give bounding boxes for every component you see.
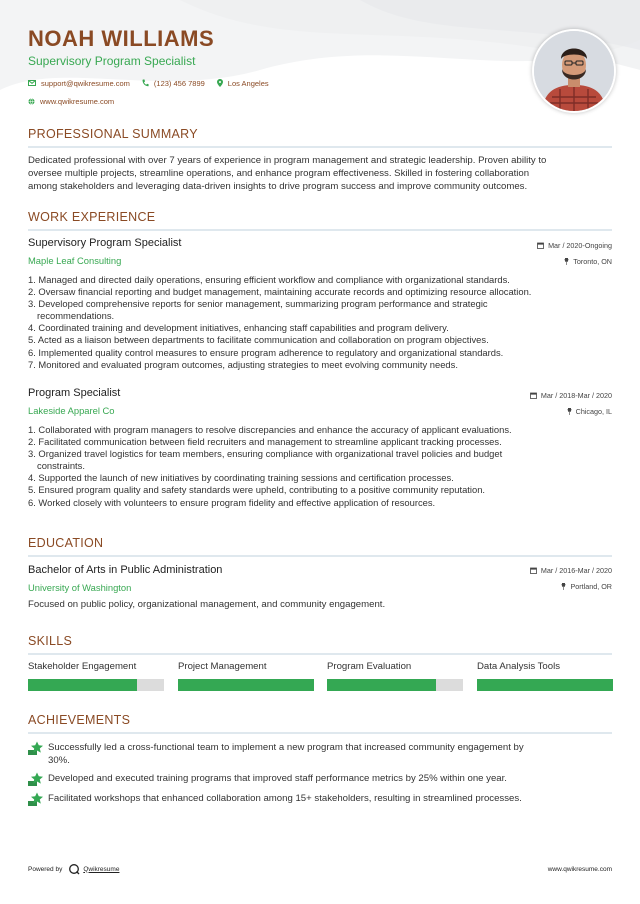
achievement-text: Facilitated workshops that enhanced collaboration among 15+ stakeholders, resulting in streamlined processes. [48, 793, 522, 804]
skill-bar-fill [28, 679, 137, 691]
email-item[interactable] [28, 79, 130, 88]
location-item [217, 79, 269, 88]
list-item: 4. Coordinated training and development initiatives, enhancing staff capabilities and program delivery. [28, 322, 449, 334]
list-item: 2. Facilitated communication between field recruiters and management to streamline applicant tracking processes. [28, 436, 502, 448]
job-responsibilities-list [28, 424, 612, 509]
skill-bar [178, 679, 314, 691]
contact-row [28, 78, 508, 88]
job-company: Maple Leaf Consulting [28, 255, 122, 266]
job-location [564, 257, 612, 266]
skills-section-title: SKILLS [28, 634, 73, 648]
star-badge-icon [28, 772, 44, 786]
achievement-text: Developed and executed training programs that improved staff performance metrics by 25% within one year. [48, 773, 507, 784]
summary-divider [28, 146, 612, 148]
education-location [561, 582, 612, 591]
list-item: 5. Ensured program quality and safety standards were upheld, contributing to a positive community reputation. [28, 484, 486, 496]
achievement-text [48, 741, 524, 767]
pin-icon [564, 258, 569, 265]
location-pin-icon [217, 79, 223, 87]
education-dates-text: Mar / 2016-Mar / 2020 [540, 566, 612, 575]
summary-line: oversee multiple projects, streamline operations, and enhance program effectiveness. Skilled in fostering collaboration [28, 168, 530, 179]
skills-divider [28, 653, 612, 655]
experience-divider [28, 229, 612, 231]
job-dates [537, 241, 612, 250]
job-location-text: Toronto, ON [573, 257, 612, 266]
summary-text [28, 154, 612, 193]
skill-label: Program Evaluation [327, 661, 412, 672]
list-item: 6. Worked closely with volunteers to ensure program fidelity and effective application of resources. [28, 496, 436, 508]
job-location [567, 407, 612, 416]
qwikresume-link[interactable]: Qwikresume [83, 865, 120, 873]
website-item[interactable] [28, 97, 114, 106]
achievements-divider [28, 732, 612, 734]
list-item: 1. Collaborated with program managers to resolve discrepancies and enhance the accuracy of applicant evaluations. [28, 424, 512, 435]
calendar-icon [537, 242, 544, 249]
candidate-name: NOAH WILLIAMS [28, 26, 215, 51]
powered-by-text: Powered by [28, 865, 63, 873]
website-text: www.qwikresume.com [40, 96, 115, 106]
pin-icon [567, 408, 572, 415]
education-divider [28, 555, 612, 557]
achievement-line: Successfully led a cross-functional team to implement a new program that increased community engagement by [48, 742, 524, 753]
education-dates [530, 566, 612, 575]
job-location-text: Chicago, IL [575, 407, 612, 416]
footer-powered-by [28, 863, 119, 875]
star-badge-icon [28, 792, 44, 806]
skill-bar-fill [477, 679, 613, 691]
skill-label: Project Management [178, 661, 267, 672]
location-text: Los Angeles [227, 78, 269, 88]
education-section-title: EDUCATION [28, 536, 104, 550]
profile-photo [532, 29, 616, 113]
candidate-role: Supervisory Program Specialist [28, 54, 196, 68]
pin-icon [561, 583, 566, 590]
mail-icon [28, 80, 36, 86]
school-name: University of Washington [28, 582, 132, 593]
list-item: 6. Implemented quality control measures to ensure program adherence to regulatory and organizational standards. [28, 346, 504, 358]
list-item: 1. Managed and directed daily operations, ensuring efficient workflow and compliance with organizational standards. [28, 274, 510, 285]
achievement-line: 30%. [48, 755, 70, 766]
job-title: Supervisory Program Specialist [28, 237, 182, 249]
job-responsibilities-list [28, 274, 612, 371]
list-item: 4. Supported the launch of new initiatives by coordinating training sessions and certification processes. [28, 472, 454, 484]
list-item: constraints. [37, 460, 85, 472]
achievements-section-title: ACHIEVEMENTS [28, 713, 131, 727]
calendar-icon [530, 567, 537, 574]
profile-photo-illustration [534, 31, 614, 111]
list-item: 7. Monitored and evaluated program outcomes, adjusting strategies to meet evolving community needs. [28, 358, 458, 370]
skill-bar-fill [327, 679, 436, 691]
phone-text: (123) 456 7899 [153, 78, 205, 88]
list-item: recommendations. [37, 310, 115, 322]
job-dates-text: Mar / 2020-Ongoing [548, 241, 612, 250]
website-row [28, 96, 508, 106]
calendar-icon [530, 392, 537, 399]
list-item: 3. Organized travel logistics for team members, ensuring compliance with organizational travel policies and budget [28, 448, 503, 460]
achievement-item [28, 772, 612, 786]
skill-bar [28, 679, 164, 691]
experience-section-title: WORK EXPERIENCE [28, 210, 156, 224]
skill-bar [327, 679, 463, 691]
degree-title: Bachelor of Arts in Public Administration [28, 564, 223, 576]
summary-line: among stakeholders and leveraging data-driven insights to drive program success and improve community outcomes. [28, 181, 528, 192]
summary-line: Dedicated professional with over 7 years of experience in program management and strategic leadership. Proven ability to [28, 155, 547, 166]
qwikresume-logo-icon [68, 863, 80, 875]
achievement-item [28, 792, 612, 806]
education-location-text: Portland, OR [570, 582, 612, 591]
resume-header [28, 26, 508, 106]
achievement-item [28, 741, 612, 767]
phone-icon [142, 79, 149, 87]
job-company: Lakeside Apparel Co [28, 405, 115, 416]
education-description: Focused on public policy, organizational management, and community engagement. [28, 599, 386, 610]
job-title: Program Specialist [28, 387, 121, 399]
globe-icon [28, 98, 35, 105]
phone-item[interactable] [142, 79, 205, 88]
job-dates [530, 391, 612, 400]
list-item: 5. Acted as a liaison between departments to facilitate communication and collaboration on program objectives. [28, 334, 489, 346]
summary-section-title: PROFESSIONAL SUMMARY [28, 127, 198, 141]
footer-website[interactable]: www.qwikresume.com [547, 866, 612, 873]
skill-label: Data Analysis Tools [477, 661, 561, 672]
job-dates-text: Mar / 2018-Mar / 2020 [540, 391, 612, 400]
email-text: support@qwikresume.com [41, 78, 130, 88]
skill-bar-fill [178, 679, 314, 691]
skill-bar [477, 679, 613, 691]
skill-label: Stakeholder Engagement [28, 661, 137, 672]
star-badge-icon [28, 741, 44, 755]
list-item: 3. Developed comprehensive reports for senior management, summarizing program performance and strategic [28, 298, 488, 310]
list-item: 2. Oversaw financial reporting and budget management, maintaining accurate records and optimizing resource allocation. [28, 286, 532, 298]
